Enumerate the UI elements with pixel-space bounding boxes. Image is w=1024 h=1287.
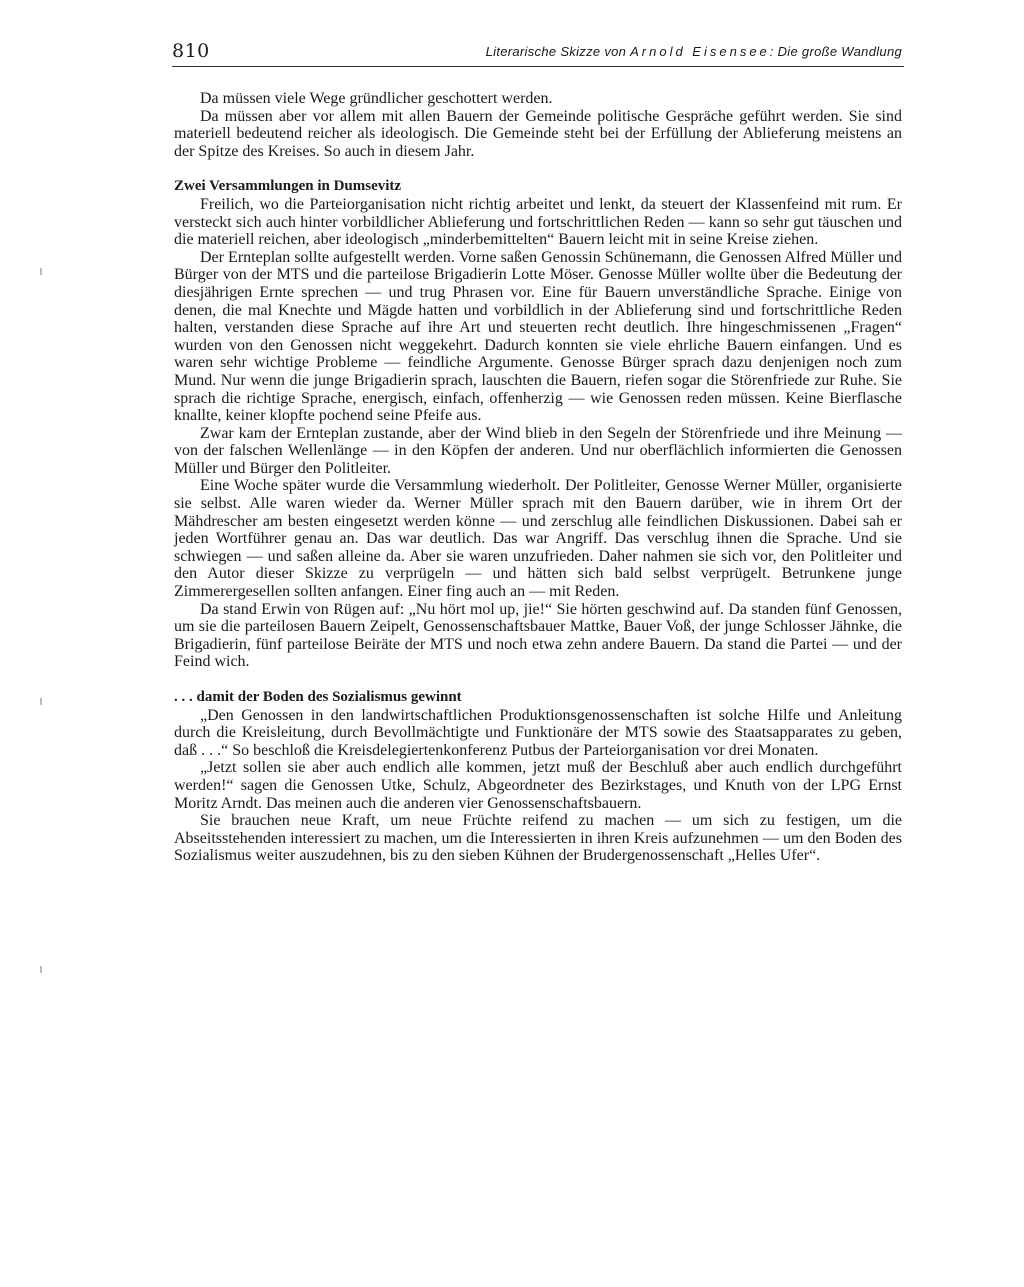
body-paragraph: „Den Genossen in den landwirtschaftlichen Produktionsgenossenschaften ist solche Hilfe und Anleitung durch die Kreisleitung, durch Bevollmächtigte und Funktionäre der MTS sowie des Staatsapparates zu geben, daß . . .“ So beschloß die Kreisdelegiertenkonferenz Putbus der Parteiorganisation vor drei Monaten. bbox=[174, 706, 902, 759]
article-body bbox=[174, 90, 902, 865]
intro-paragraph: Da müssen aber vor allem mit allen Bauern der Gemeinde politische Gespräche geführt werden. Sie sind materiell bedeutend reicher als ideologisch. Die Gemeinde steht bei der Erfüllung der Ablieferung meistens an der Spitze des Kreises. So auch in diesem Jahr. bbox=[174, 107, 902, 160]
section-heading: . . . damit der Boden des Sozialismus gewinnt bbox=[174, 689, 462, 705]
body-paragraph: Freilich, wo die Parteiorganisation nicht richtig arbeitet und lenkt, da steuert der Klassenfeind mit rum. Er versteckt sich auch hinter vorbildlicher Ablieferung und fortschrittlichen Reden — kann so sehr gut täuschen und die materiell reichen, aber ideologisch „minderbemittelten“ Bauern leicht mit in seine Kreise ziehen. bbox=[174, 195, 902, 249]
running-title-author: Arnold Eisensee bbox=[630, 44, 770, 59]
intro-paragraph: Da müssen viele Wege gründlicher geschottert werden. bbox=[200, 90, 553, 107]
gutter-mark bbox=[40, 966, 42, 973]
body-paragraph: Da stand Erwin von Rügen auf: „Nu hört mol up, jie!“ Sie hörten geschwind auf. Da standen fünf Genossen, um sie die parteilosen Bauern Zeipelt, Genossenschaftsbauer Mattke, Bauer Voß, der junge Schlosser Jähnke, die Brigadierin, fünf parteilose Beiräte der MTS und noch etwa zehn andere Bauern. Da stand die Partei — und der Feind wich. bbox=[174, 600, 902, 671]
running-header bbox=[486, 44, 902, 59]
body-paragraph: Der Ernteplan sollte aufgestellt werden. Vorne saßen Genossin Schünemann, die Genossen Alfred Müller und Bürger von der MTS und die parteilose Brigadierin Lotte Möser. Genosse Müller wollte über die Bedeutung der diesjährigen Ernte sprechen — und trug Phrasen vor. Eine für Bauern unverständliche Sprache. Einige von denen, die mal Knechte und Mägde hatten und vorbildlich in der Ablieferung sind und fortschrittliche Reden halten, verstanden diese Sprache auf ihre Art und steuerten recht deutlich. Ihre hingeschmissenen „Fragen“ wurden von den Genossen nicht weggekehrt. Dadurch konnten sie viele ehrliche Bauern einfangen. Und es waren sehr wichtige Probleme — feindliche Argumente. Genosse Bürger sprach dazu denjenigen noch zum Mund. Nur wenn die junge Brigadierin sprach, lauschten die Bauern, riefen sogar die Störenfriede zur Ruhe. Sie sprach die richtige Sprache, energisch, einfach, offenherzig — wie Genossen reden müssen. Keine Bierflasche knallte, keiner klopfte pochend seine Pfeife aus. bbox=[174, 248, 902, 425]
body-paragraph: „Jetzt sollen sie aber auch endlich alle kommen, jetzt muß der Beschluß aber auch endlich durchgeführt werden!“ sagen die Genossen Utke, Schulz, Abgeordneter des Bezirkstages, und Knuth von der LPG Ernst Moritz Arndt. Das meinen auch die anderen vier Genossenschaftsbauern. bbox=[174, 759, 902, 812]
gutter-mark bbox=[40, 268, 42, 275]
running-title-prefix: Literarische Skizze von bbox=[485, 44, 627, 59]
body-paragraph: Sie brauchen neue Kraft, um neue Früchte reifend zu machen — um sich zu festigen, um die Abseitsstehenden interessiert zu machen, um die Interessierten in ihren Kreis aufzunehmen — um den Boden des Sozialismus weiter auszudehnen, bis zu den sieben Kühnen der Brudergenossenschaft „Helles Ufer“. bbox=[174, 812, 902, 865]
gutter-mark bbox=[40, 698, 42, 705]
body-paragraph: Zwar kam der Ernteplan zustande, aber der Wind blieb in den Segeln der Störenfriede und ihre Meinung — von der falschen Wellenlänge — in den Köpfen der anderen. Und nur oberflächlich informierten die Genossen Müller und Bürger den Politleiter. bbox=[174, 424, 902, 477]
header-rule bbox=[172, 66, 904, 67]
page-number: 810 bbox=[172, 40, 210, 62]
section-heading: Zwei Versammlungen in Dumsevitz bbox=[174, 178, 402, 195]
running-title-suffix: : Die große Wandlung bbox=[769, 44, 902, 59]
body-paragraph: Eine Woche später wurde die Versammlung wiederholt. Der Politleiter, Genosse Werner Müller, organisierte sie selbst. Alle waren wieder da. Werner Müller sprach mit den Bauern darüber, wie in ihrem Ort der Mähdrescher am besten eingesetzt werden könne — und zerschlug alle feindlichen Diskussionen. Dabei sah er jeden Wortführer genau an. Das war deutlich. Das war Angriff. Das verschlug ihnen die Sprache. Und sie schwiegen — und saßen alleine da. Aber sie waren unzufrieden. Daher nahmen sie sich vor, den Politleiter und den Autor dieser Skizze zu verprügeln — und hätten sich bald selbst verprügelt. Betrunkene junge Zimmerergesellen sollten anfangen. Einer fing auch an — mit Reden. bbox=[174, 477, 902, 601]
